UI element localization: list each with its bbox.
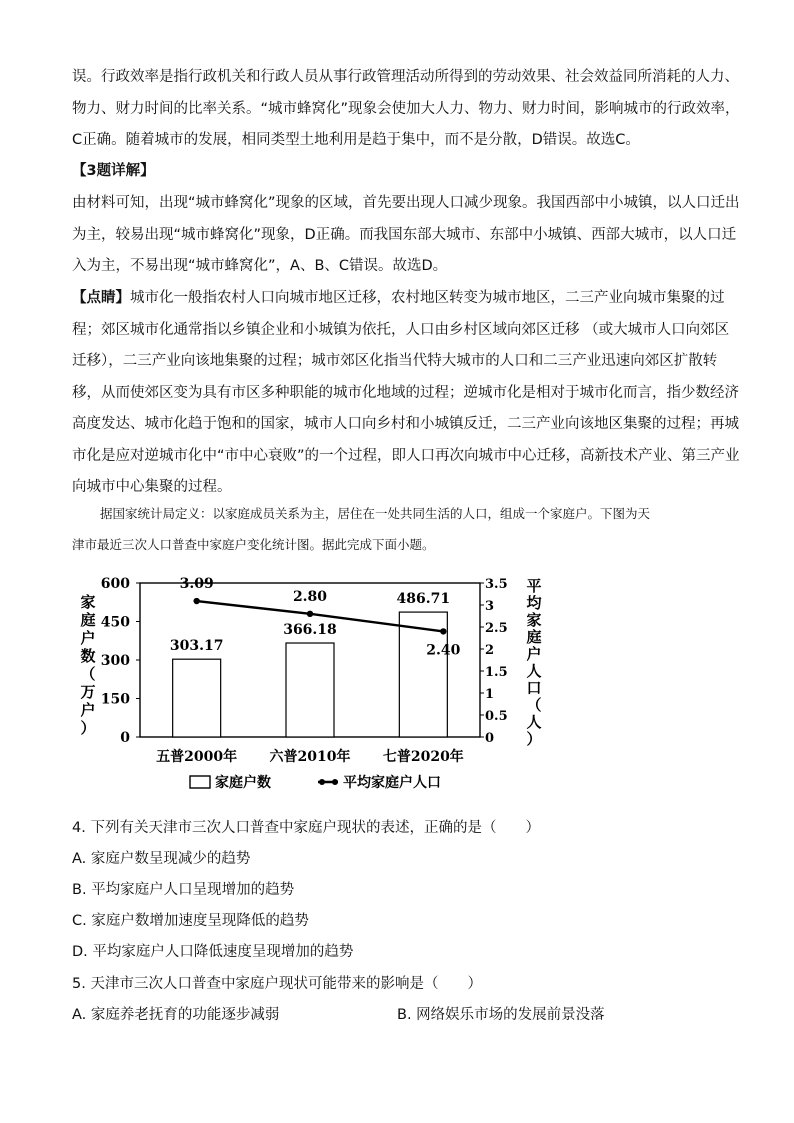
avg-household-point-2 bbox=[440, 628, 446, 634]
y-axis-title-char: 万 bbox=[80, 683, 96, 701]
y-tick-label: 450 bbox=[100, 614, 130, 631]
x-tick-label: 六普2010年 bbox=[269, 749, 351, 765]
y2-axis-title-char: 家 bbox=[526, 611, 542, 629]
y2-axis-title-char: 口 bbox=[526, 679, 542, 697]
y2-tick-label: 3.5 bbox=[485, 577, 508, 592]
y-tick-label: 0 bbox=[120, 730, 130, 746]
text-line: 程；郊区城市化通常指以乡镇企业和小城镇为依托，人口由乡村区域向郊区迁移 （或大城市人口向郊区 bbox=[72, 321, 730, 338]
y2-axis-title-char: 庭 bbox=[526, 628, 542, 646]
question-5-option-b[interactable]: B. 网络娱乐市场的发展前景没落 bbox=[397, 1007, 605, 1023]
y2-tick-label: 0.5 bbox=[485, 709, 508, 724]
bar-0 bbox=[173, 659, 221, 737]
dianjing-paragraph bbox=[72, 283, 740, 504]
question-4: 4. 下列有关天津市三次人口普查中家庭户现状的表述，正确的是（ ） bbox=[72, 820, 540, 836]
x-tick-label: 七普2020年 bbox=[382, 749, 464, 765]
y-tick-label: 600 bbox=[100, 576, 130, 592]
y2-axis-title-char: ） bbox=[526, 730, 542, 748]
y-axis-title-char: 户 bbox=[80, 701, 96, 719]
y-axis-title-char: 庭 bbox=[80, 611, 96, 629]
y-tick-label: 150 bbox=[100, 691, 130, 708]
y-axis-title-char: 家 bbox=[80, 593, 96, 611]
text-line: 津市最近三次人口普查中家庭户变化统计图。据此完成下面小题。 bbox=[72, 537, 435, 552]
bar-value-label: 366.18 bbox=[283, 622, 337, 639]
legend-bar-label: 家庭户数 bbox=[215, 775, 271, 791]
text-line: C正确。随着城市的发展，相同类型土地利用是趋于集中，而不是分散，D错误。故选C。 bbox=[72, 132, 640, 148]
y2-tick-label: 1 bbox=[485, 687, 495, 702]
text-line: 市化是应对逆城市化中“市中心衰败”的一个过程，即人口再次向城市中心迁移，高新技术产业、第三产业 bbox=[72, 447, 740, 464]
line-value-label: 2.40 bbox=[426, 642, 461, 659]
y-axis-title-char: ） bbox=[80, 719, 96, 737]
household-chart bbox=[60, 565, 560, 805]
detail-heading: 【3题详解】 bbox=[72, 163, 155, 179]
y-axis-title-char: （ bbox=[80, 665, 96, 683]
text-line: 迁移），二三产业向该地集聚的过程；城市郊区化指当代特大城市的人口和二三产业迅速向郊区扩散转 bbox=[72, 353, 718, 369]
question-5: 5. 天津市三次人口普查中家庭户现状可能带来的影响是（ ） bbox=[72, 976, 482, 992]
avg-household-point-0 bbox=[193, 598, 199, 604]
avg-household-point-1 bbox=[307, 611, 313, 617]
text-line: 为主，较易出现“城市蜂窝化”现象，D正确。而我国东部大城市、东部中小城镇、西部大城市，以人口迁 bbox=[72, 226, 737, 243]
question-5-option-a[interactable]: A. 家庭养老抚育的功能逐步减弱 bbox=[72, 1007, 280, 1023]
y2-axis-title-char: 人 bbox=[526, 662, 542, 680]
text-line: 高度发达、城市化趋于饱和的国家，城市人口向乡村和小城镇反迁，二三产业向该地区集聚的过程；再城 bbox=[72, 416, 739, 432]
y2-tick-label: 2.5 bbox=[485, 621, 508, 636]
y2-axis-title-char: （ bbox=[526, 696, 542, 714]
bar-value-label: 303.17 bbox=[169, 638, 224, 655]
question-4-option-d[interactable]: D. 平均家庭户人口降低速度呈现增加的趋势 bbox=[72, 944, 354, 960]
line-value-label: 2.80 bbox=[292, 588, 328, 605]
material-intro bbox=[72, 498, 722, 560]
x-tick-label: 五普2000年 bbox=[156, 749, 238, 765]
y-axis-title-char: 户 bbox=[80, 629, 96, 647]
answer-explanation-paragraph bbox=[72, 62, 740, 157]
text-line: 物力、财力时间的比率关系。“城市蜂窝化”现象会使加大人力、物力、财力时间，影响城市的行政效率， bbox=[72, 100, 740, 117]
question-4-option-c[interactable]: C. 家庭户数增加速度呈现降低的趋势 bbox=[72, 913, 309, 929]
line-value-label: 3.09 bbox=[179, 576, 214, 593]
y2-tick-label: 0 bbox=[485, 731, 495, 746]
legend-line-label: 平均家庭户人口 bbox=[343, 775, 441, 791]
y2-axis-title-char: 平 bbox=[526, 577, 542, 595]
question-4-option-b[interactable]: B. 平均家庭户人口呈现增加的趋势 bbox=[72, 882, 295, 898]
text-line: 移，从而使郊区变为具有市区多种职能的城市化地域的过程；逆城市化是相对于城市化而言，指少数经济 bbox=[72, 384, 739, 401]
y2-tick-label: 2 bbox=[485, 643, 495, 658]
text-line: 据国家统计局定义：以家庭成员关系为主，居住在一处共同生活的人口，组成一个家庭户。下图为天 bbox=[100, 506, 651, 521]
y2-axis-title-char: 均 bbox=[526, 594, 542, 612]
y2-tick-label: 1.5 bbox=[485, 665, 508, 680]
text-line: 入为主，不易出现“城市蜂窝化”，A、B、C错误。故选D。 bbox=[72, 258, 448, 274]
y2-axis-title-char: 户 bbox=[526, 645, 542, 663]
y2-axis-title-char: 人 bbox=[526, 713, 542, 731]
detail-paragraph bbox=[72, 188, 740, 283]
legend-bar-swatch bbox=[190, 776, 210, 788]
bar-1 bbox=[286, 643, 334, 737]
text-line: 向城市中心集聚的过程。 bbox=[72, 479, 232, 495]
legend-line-marker bbox=[332, 779, 338, 785]
legend-line-marker bbox=[319, 779, 325, 785]
text-line: 由材料可知，出现“城市蜂窝化”现象的区域，首先要出现人口减少现象。我国西部中小城镇，以人口迁出 bbox=[72, 195, 740, 211]
text-line: 误。行政效率是指行政机关和行政人员从事行政管理活动所得到的劳动效果、社会效益同所消耗的人力、 bbox=[72, 69, 739, 85]
text-line: 【点睛】城市化一般指农村人口向城市地区迁移，农村地区转变为城市地区，二三产业向城市集聚的过 bbox=[72, 290, 725, 306]
bar-value-label: 486.71 bbox=[396, 591, 451, 608]
y-tick-label: 300 bbox=[100, 653, 130, 669]
y2-tick-label: 3 bbox=[485, 599, 495, 614]
y-axis-title-char: 数 bbox=[80, 647, 96, 665]
dianjing-heading: 【点睛】 bbox=[72, 290, 130, 306]
question-4-option-a[interactable]: A. 家庭户数呈现减少的趋势 bbox=[72, 851, 251, 867]
